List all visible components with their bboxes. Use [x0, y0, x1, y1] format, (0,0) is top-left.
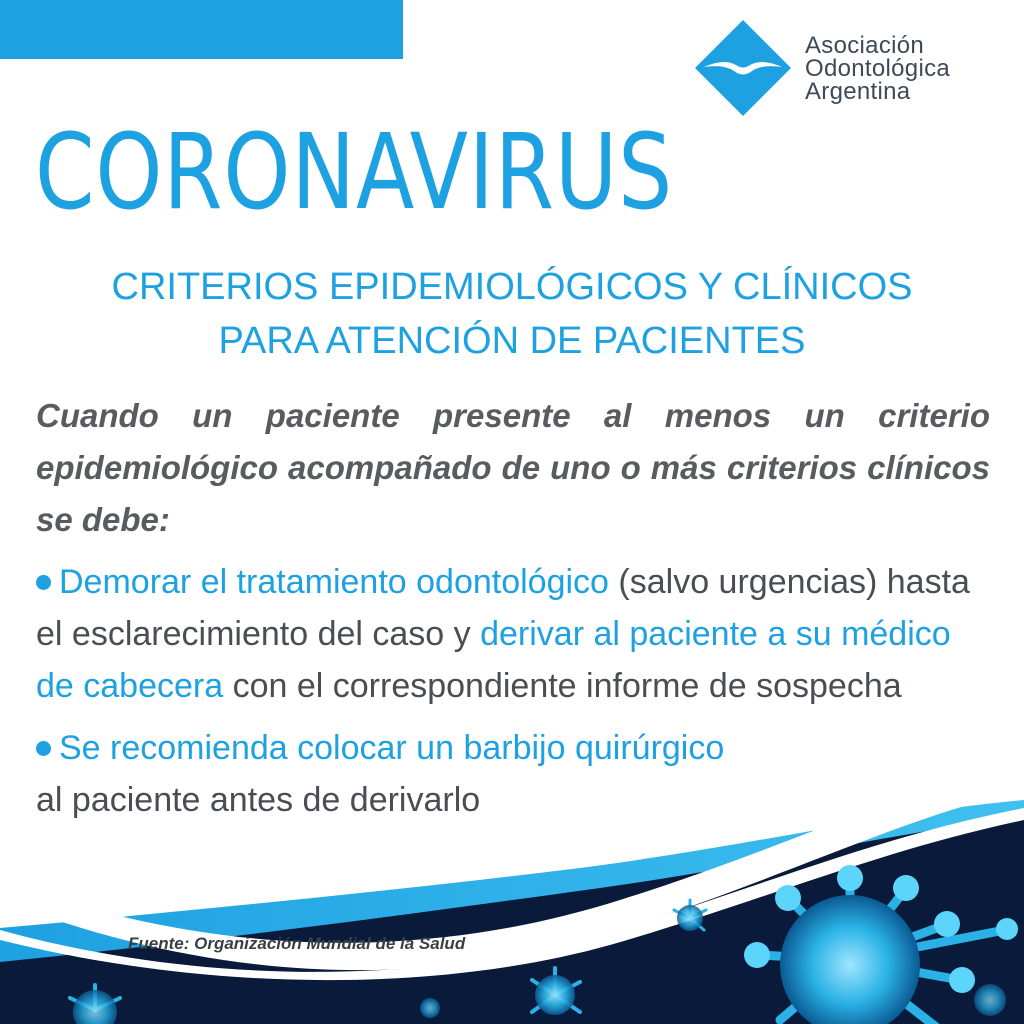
subtitle-line-2: PARA ATENCIÓN DE PACIENTES	[218, 320, 806, 362]
intro-paragraph: Cuando un paciente presente al menos un criterio epidemiológico acompañado de uno o más criterios clínicos se debe:	[36, 397, 990, 538]
bullet-1-highlight-2: derivar al paciente a su médico de cabecera	[36, 615, 951, 705]
bullet-1-highlight-1: Demorar el tratamiento odontológico	[59, 563, 609, 601]
logo-line-1: Asociación	[805, 32, 925, 59]
bullet-1-text-1: (salvo urgencias) hasta el esclarecimiento del caso y	[36, 563, 970, 653]
bullet-1-text-2: con el correspondiente informe de sospecha	[223, 667, 902, 705]
page-title: CORONAVIRUS	[35, 111, 674, 233]
subtitle-line-1: CRITERIOS EPIDEMIOLÓGICOS Y CLÍNICOS	[111, 266, 913, 308]
logo-line-2: Odontológica	[805, 55, 951, 82]
source-citation: Fuente: Organización Mundial de la Salud	[128, 934, 466, 953]
bullet-2-highlight-1: Se recomienda colocar un barbijo quirúrgico	[59, 729, 725, 767]
logo-line-3: Argentina	[805, 78, 911, 105]
bullet-2-text-1: al paciente antes de derivarlo	[36, 781, 481, 819]
